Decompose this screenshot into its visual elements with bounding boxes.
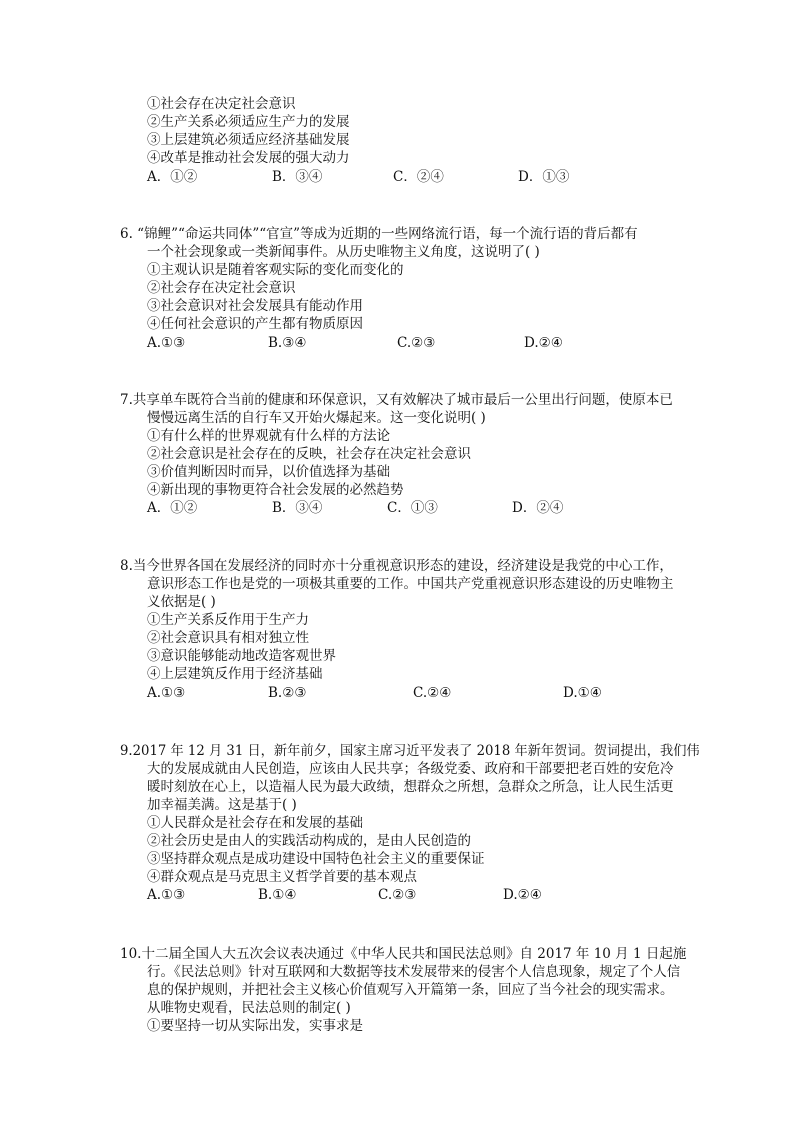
q9-stem-line-1: 9.2017 年 12 月 31 日，新年前夕，国家主席习近平发表了 2018 年新年贺词。贺词提出，我们伟 [120, 743, 700, 759]
q9-option-d: D.②④ [503, 887, 542, 903]
q6-option-d: D.②④ [524, 335, 563, 351]
q7-item-3: ③价值判断因时而异，以价值选择为基础 [147, 464, 390, 480]
q10-item-1: ①要坚持一切从实际出发，实事求是 [147, 1018, 363, 1034]
q8-option-c: C.②④ [413, 685, 452, 701]
q5-option-d: D．①③ [518, 169, 570, 185]
q5-option-c: C．②④ [393, 169, 444, 185]
q6-item-2: ②社会存在决定社会意识 [147, 280, 296, 296]
q9-item-4: ④群众观点是马克思主义哲学首要的基本观点 [147, 869, 417, 885]
q10-stem-line-2: 行。《民法总则》针对互联网和大数据等技术发展带来的侵害个人信息现象，规定了个人信 [147, 964, 681, 980]
q9-stem-line-3: 暖时刻放在心上，以造福人民为最大政绩，想群众之所想，急群众之所急，让人民生活更 [147, 779, 674, 795]
q7-stem-line-2: 慢慢远离生活的自行车又开始火爆起来。这一变化说明( ) [147, 410, 486, 426]
q9-option-c: C.②③ [378, 887, 417, 903]
q5-item-3: ③上层建筑必须适应经济基础发展 [147, 132, 350, 148]
q6-item-1: ①主观认识是随着客观实际的变化而变化的 [147, 262, 404, 278]
q9-item-1: ①人民群众是社会存在和发展的基础 [147, 815, 363, 831]
q9-stem-line-2: 大的发展成就由人民创造，应该由人民共享；各级党委、政府和干部要把老百姓的安危冷 [147, 761, 674, 777]
q10-stem-line-1: 10.十二届全国人大五次会议表决通过《中华人民共和国民法总则》自 2017 年 10 月 1 日起施 [120, 946, 687, 962]
q5-item-1: ①社会存在决定社会意识 [147, 96, 296, 112]
q8-stem-line-3: 义依据是( ) [147, 594, 216, 610]
q10-stem-line-4: 从唯物史观看，民法总则的制定( ) [147, 1000, 351, 1016]
q5-option-a: A．①② [147, 169, 198, 185]
q8-item-4: ④上层建筑反作用于经济基础 [147, 666, 323, 682]
q6-stem-line-1: 6. “锦鲤”“命运共同体”“官宣”等成为近期的一些网络流行语，每一个流行语的背后都有 [120, 226, 638, 242]
q8-option-d: D.①④ [563, 685, 602, 701]
q8-item-3: ③意识能够能动地改造客观世界 [147, 648, 336, 664]
q6-option-a: A.①③ [147, 335, 186, 351]
q6-option-b: B.③④ [268, 335, 307, 351]
q7-item-1: ①有什么样的世界观就有什么样的方法论 [147, 428, 390, 444]
q7-item-4: ④新出现的事物更符合社会发展的必然趋势 [147, 482, 404, 498]
q7-stem-line-1: 7.共享单车既符合当前的健康和环保意识，又有效解决了城市最后一公里出行问题，使原本已 [120, 392, 673, 408]
q8-option-a: A.①③ [147, 685, 186, 701]
q6-stem-line-2: 一个社会现象或一类新闻事件。从历史唯物主义角度，这说明了( ) [147, 244, 540, 260]
q5-item-4: ④改革是推动社会发展的强大动力 [147, 150, 350, 166]
q5-option-b: B．③④ [272, 169, 323, 185]
q9-option-a: A.①③ [147, 887, 186, 903]
q9-stem-line-4: 加幸福美满。这是基于( ) [147, 797, 297, 813]
q6-item-4: ④任何社会意识的产生都有物质原因 [147, 316, 363, 332]
q7-option-d: D．②④ [512, 500, 564, 516]
q7-option-a: A．①② [147, 500, 198, 516]
q6-option-c: C.②③ [397, 335, 436, 351]
q8-option-b: B.②③ [268, 685, 307, 701]
q7-option-c: C．①③ [387, 500, 438, 516]
q10-stem-line-3: 息的保护规则，并把社会主义核心价值观写入开篇第一条，回应了当今社会的现实需求。 [147, 982, 674, 998]
q6-item-3: ③社会意识对社会发展具有能动作用 [147, 298, 363, 314]
q7-item-2: ②社会意识是社会存在的反映，社会存在决定社会意识 [147, 446, 471, 462]
q7-option-b: B．③④ [272, 500, 323, 516]
q9-option-b: B.①④ [258, 887, 297, 903]
q8-stem-line-2: 意识形态工作也是党的一项极其重要的工作。中国共产党重视意识形态建设的历史唯物主 [147, 576, 674, 592]
q9-item-3: ③坚持群众观点是成功建设中国特色社会主义的重要保证 [147, 851, 485, 867]
q8-item-2: ②社会意识具有相对独立性 [147, 630, 309, 646]
q8-stem-line-1: 8.当今世界各国在发展经济的同时亦十分重视意识形态的建设，经济建设是我党的中心工作， [120, 558, 673, 574]
q8-item-1: ①生产关系反作用于生产力 [147, 612, 309, 628]
q5-item-2: ②生产关系必须适应生产力的发展 [147, 114, 350, 130]
q9-item-2: ②社会历史是由人的实践活动构成的，是由人民创造的 [147, 833, 471, 849]
